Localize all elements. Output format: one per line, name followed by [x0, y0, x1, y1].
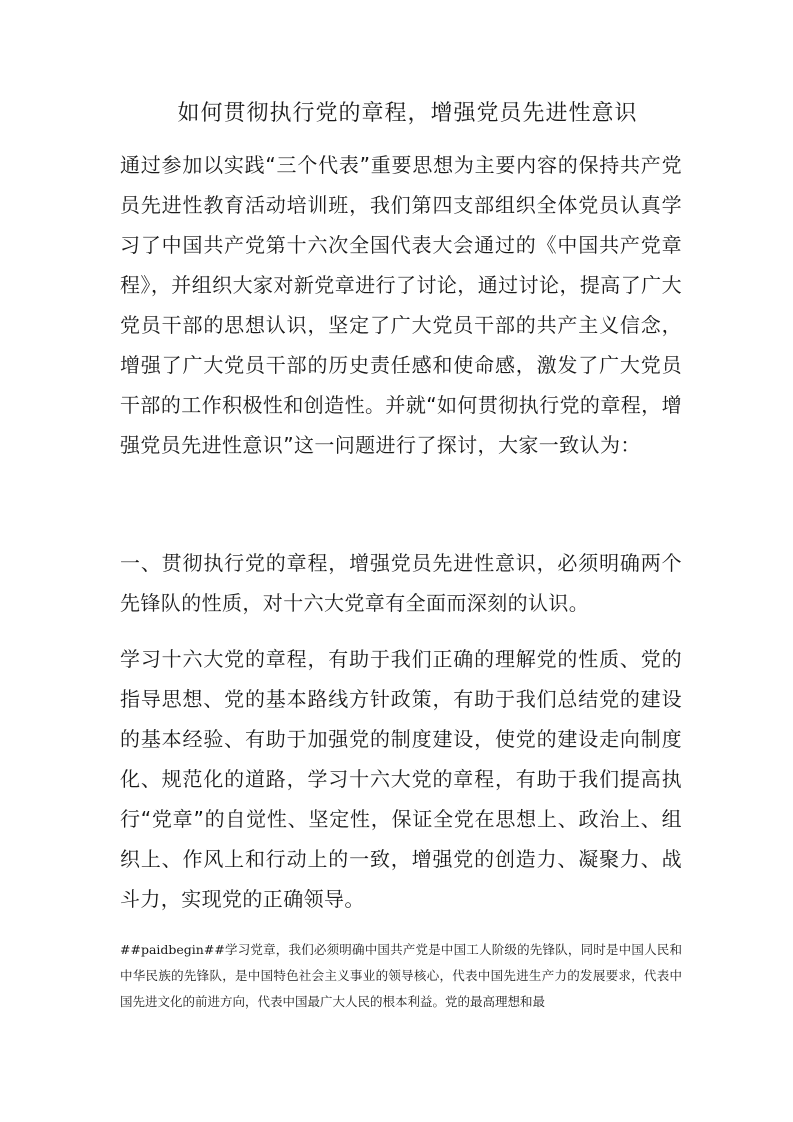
paragraph-section-heading: 一、贯彻执行党的章程，增强党员先进性意识，必须明确两个先锋队的性质，对十六大党章有全面而深刻的认识。 — [120, 551, 682, 615]
paragraph-study-benefits: 学习十六大党的章程，有助于我们正确的理解党的性质、党的指导思想、党的基本路线方针政策，有助于我们总结党的建设的基本经验、有助于加强党的制度建设，使党的建设走向制度化、规范化的道路，学习十六大党的章程，有助于我们提高执行“党章”的自觉性、坚定性，保证全党在思想上、政治上、组织上、作风上和行动上的一致，增强党的创造力、凝聚力、战斗力，实现党的正确领导。 — [120, 647, 682, 911]
document-title: 如何贯彻执行党的章程，增强党员先进性意识 — [177, 101, 638, 126]
paragraph-intro: 通过参加以实践“三个代表”重要思想为主要内容的保持共产党员先进性教育活动培训班，我们第四支部组织全体党员认真学习了中国共产党第十六次全国代表大会通过的《中国共产党章程》，并组织大家对新党章进行了讨论，通过讨论，提高了广大党员干部的思想认识，坚定了广大党员干部的共产主义信念，增强了广大党员干部的历史责任感和使命感，激发了广大党员干部的工作积极性和创造性。并就“如何贯彻执行党的章程，增强党员先进性意识”这一问题进行了探讨，大家一致认为： — [120, 153, 682, 457]
paid-excerpt-paragraph: ##paidbegin##学习党章，我们必须明确中国共产党是中国工人阶级的先锋队，同时是中国人民和中华民族的先锋队，是中国特色社会主义事业的领导核心，代表中国先进生产力的发展要求，代表中国先进文化的前进方向，代表中国最广大人民的根本利益。党的最高理想和最 — [120, 942, 682, 1009]
